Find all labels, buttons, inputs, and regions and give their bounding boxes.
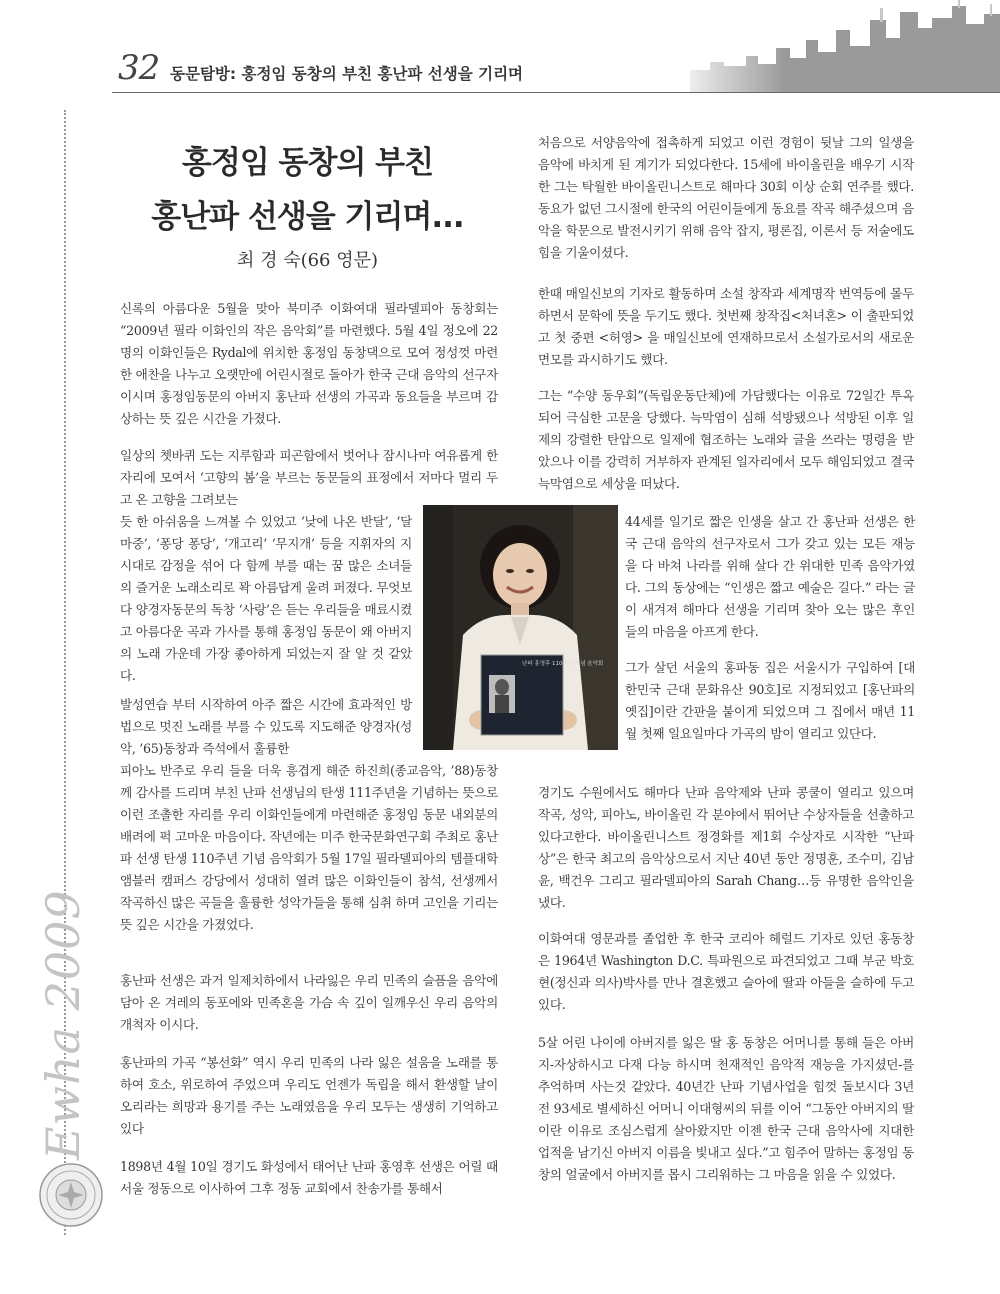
paragraph-7: 처음으로 서양음악에 접촉하게 되었고 이런 경험이 뒷날 그의 일생을 음악에 바치게 된 계기가 되었다한다. 15세에 바이올린을 배우기 시작한 그는 탁월한 바이올린니스트로 해마다 30회 이상 순회 연주를 했다. 동요가 없던 그시절에 한국의 어린이들에게 동요를 작곡 해주셨으며 음악을 학문으로 발전시키기 위해 음악 잡지, 평론집, 이론서 등 저술에도 힘을 기울이셨다.: [538, 135, 914, 260]
paragraph-9: 그는 “수양 동우회”(독립운동단체)에 가담했다는 이유로 72일간 투옥되어 극심한 고문을 당했다. 늑막염이 심해 석방됐으나 석방된 이후 일제의 강렬한 탄압으로 일제에 협조하는 노래와 글을 쓰라는 명령을 받았으나 이를 강력히 거부하자 관계된 일자리에서 모두 해임되었고 결국 늑막염으로 세상을 떠났다.: [538, 388, 914, 491]
article-title: [120, 136, 495, 244]
header-divider: [112, 92, 1000, 93]
article-title-line-1: 홍정임 동창의 부친: [181, 145, 434, 181]
paragraph-5: 홍난파의 가곡 “봉선화” 역시 우리 민족의 나라 잃은 설움을 노래를 통하여 호소, 위로하여 주었으며 우리도 언젠가 독립을 해서 환생할 날이 오리라는 희망과 용기를 주는 노래였음을 우리 모두는 생생히 기억하고 있다: [120, 1055, 498, 1136]
paragraph-3-continued: 피아노 반주로 우리 들을 더욱 흥겹게 해준 하진희(종교음악, ’88)동창께 감사를 드리며 부친 난파 선생님의 탄생 111주년을 기념하는 뜻으로 이런 조촐한 자리를 우리 이화인들에게 마련해준 홍정임 동문 내외분의 배려에 퍽 고마운 마음이다. 작년에는 미주 한국문화연구회 주최로 홍난파 선생 탄생 110주년 기념 음악회가 5월 17일 필라델피아의 템플대학 앰블러 캠퍼스 강당에서 성대히 열려 많은 이화인들이 참석, 선생께서 작곡하신 많은 곡들을 훌륭한 성악가들을 통해 심취 하며 고인을 기리는 뜻 깊은 시간을 가졌었다.: [120, 763, 498, 932]
paragraph-2-continued: 듯 한 아쉬움을 느껴볼 수 있었고 ‘낮에 나온 반달’, ‘달 마중’, ‘퐁당 퐁당’, ‘개고리’ ‘무지개’ 등을 지휘자의 지시대로 감정을 섞어 다 함께 부를 때는 꿈 많은 소녀들의 즐거운 노래소리로 꽉 아름답게 울려 퍼졌다. 무엇보다 양경자동문의 독창 ‘사랑’은 듣는 우리들을 매료시켰고 아름다운 곡과 가사를 통해 홍정임 동문이 왜 아버지의 노래 가운데 가장 좋아하게 되었는지 잘 알 것 같았다.: [120, 514, 412, 683]
paragraph-2: 일상의 쳇바퀴 도는 지루함과 피곤함에서 벗어나 잠시나마 여유롭게 한자리에 모여서 ‘고향의 봄’을 부르는 동문들의 표정에서 저마다 멀리 두고 온 고향을 그려보는: [120, 448, 498, 507]
paragraph-13: 이화여대 영문과를 졸업한 후 한국 코리아 헤럴드 기자로 있던 홍동창은 1964년 Washington D.C. 특파원으로 파견되었고 그때 부군 박호현(정신과 의사)박사를 만나 결혼했고 슬아에 딸과 아들을 슬하에 두고 있다.: [538, 931, 914, 1012]
paragraph-12: 경기도 수원에서도 해마다 난파 음악제와 난파 콩쿨이 열리고 있으며 작곡, 성악, 피아노, 바이올린 각 분야에서 뛰어난 수상자들을 선출하고 있다고한다. 바이올린니스트 정경화를 제1회 수상자로 시작한 “난파상”은 한국 최고의 음악상으로서 지난 40년 동안 정명훈, 조수미, 김남윤, 백건우 그리고 필라델피아의 Sarah Chang…등 유명한 음악인을 냈다.: [538, 785, 914, 910]
photo-hong-jeongim-with-book: [423, 505, 618, 750]
paragraph-1: 신록의 아름다운 5월을 맞아 북미주 이화여대 필라델피아 동창회는 “2009년 필라 이화인의 작은 음악회”를 마련했다. 5월 4일 정오에 22명의 이화인들은 Rydal에 위치한 홍정임 동창댁으로 모여 정성껏 마련한 애찬을 나누고 오랫만에 어린시절로 돌아가 한국 근대 음악의 선구자이시며 홍정임동문의 아버지 홍난파 선생의 가곡과 동요들을 부르며 감상하는 뜻 깊은 시간을 가졌다.: [120, 301, 498, 426]
paragraph-6: 1898년 4월 10일 경기도 화성에서 태어난 난파 홍영후 선생은 어릴 때 서울 정동으로 이사하여 그후 정동 교회에서 찬송가를 통해서: [120, 1159, 498, 1196]
ewha-seal-logo: [38, 1162, 104, 1228]
portrait-illustration: [423, 505, 618, 750]
city-skyline-decoration: [670, 0, 1000, 92]
page-number: 32: [118, 48, 160, 88]
book-title: 난파 홍영후 110주년 기념 음악회: [522, 661, 604, 667]
magazine-vertical-label: Ewha 2009: [36, 889, 90, 1160]
paragraph-3: 발성연습 부터 시작하여 아주 짧은 시간에 효과적인 방법으로 멋진 노래를 부를 수 있도록 지도해준 양경자(성악, ’65)동창과 즉석에서 훌륭한: [120, 697, 412, 756]
paragraph-11: 그가 살던 서울의 홍파동 집은 서울시가 구입하여 [대한민국 근대 문화유산 90호]로 지정되었고 [홍난파의 옛집]이란 간판을 붙이게 되었으며 그 집에서 매년 11월 첫째 일요일마다 가곡의 밤이 열리고 있단다.: [625, 660, 915, 741]
article-title-line-2: 홍난파 선생을 기리며...: [151, 199, 464, 235]
article-author: 최 경 숙(66 영문): [236, 250, 379, 271]
paragraph-8: 한때 매일신보의 기자로 활동하며 소설 창작과 세계명작 번역등에 몰두하면서 문학에 뜻을 두기도 했다. 첫번째 창작집<처녀혼> 이 출판되었고 첫 중편 <허영> 을 매일신보에 연재하므로서 소설가로서의 새로운 면모를 과시하기도 했다.: [538, 286, 914, 367]
page-header: [0, 0, 1000, 104]
paragraph-10: 44세를 일기로 짧은 인생을 살고 간 홍난파 선생은 한국 근대 음악의 선구자로서 그가 갖고 있는 모든 재능을 다 바쳐 나라를 위해 살다 간 위대한 민족 음악가였다. 그의 동상에는 “인생은 짧고 예술은 길다.” 라는 글이 새겨져 해마다 선생을 기리며 찾아 오는 많은 후인들의 마음을 아프게 한다.: [625, 514, 915, 639]
paragraph-4: 홍난파 선생은 과거 일제치하에서 나라잃은 우리 민족의 슬픔을 음악에 담아 온 겨레의 동포에와 민족혼을 가슴 속 깊이 일깨우신 우리 음악의 개척자 이시다.: [120, 973, 498, 1032]
section-title: 동문탐방: 홍정임 동창의 부친 홍난파 선생을 기리며: [170, 65, 524, 83]
paragraph-14: 5살 어린 나이에 아버지를 잃은 딸 홍 동창은 어머니를 통해 들은 아버지-자상하시고 다재 다능 하시며 천재적인 음악적 재능을 가지셨던-를 추억하며 사는것 같았다. 40년간 난파 기념사업을 힘껏 돌보시다 3년전 93세로 별세하신 어머니 이대형씨의 뒤를 이어 “그동안 아버지의 딸이란 이유로 조심스럽게 살아왔지만 이젠 한국 근대 음악사에 지대한 업적을 남기신 아버지 이름을 빛내고 싶다.”고 힘주어 말하는 홍정임 동창의 얼굴에서 아버지를 몹시 그리워하는 그 마음을 읽을 수 있었다.: [538, 1035, 914, 1182]
